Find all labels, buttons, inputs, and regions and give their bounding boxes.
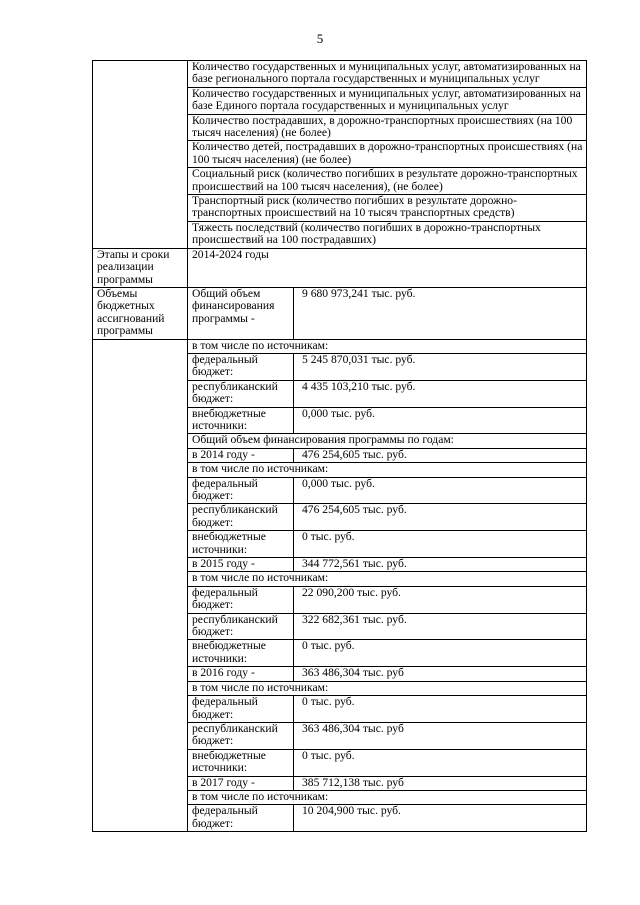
source-value: 0,000 тыс. руб. — [294, 407, 587, 434]
indicator-cell: Транспортный риск (количество погибших в результате дорожно-транспортных происшествий на 10 тысяч транспортных средств) — [188, 195, 587, 222]
year-value: 363 486,304 тыс. руб — [294, 667, 587, 681]
total-value: 9 680 973,241 тыс. руб. — [294, 287, 587, 339]
year-label: в 2014 году - — [188, 448, 294, 462]
source-value: 5 245 870,031 тыс. руб. — [294, 353, 587, 380]
source-value: 10 204,900 тыс. руб. — [294, 805, 587, 832]
page-number: 5 — [316, 31, 324, 46]
source-value: 0,000 тыс. руб. — [294, 477, 587, 504]
source-value: 476 254,605 тыс. руб. — [294, 504, 587, 531]
source-label: федеральный бюджет: — [188, 805, 294, 832]
stages-label: Этапы и сроки реализации программы — [93, 248, 188, 287]
table-row — [93, 287, 587, 339]
section-heading: в том числе по источникам: — [188, 463, 587, 477]
budget-label: Объемы бюджетных ассигнований программы — [93, 287, 188, 339]
source-value: 0 тыс. руб. — [294, 696, 587, 723]
source-label: республиканский бюджет: — [188, 722, 294, 749]
source-label: федеральный бюджет: — [188, 586, 294, 613]
source-label: федеральный бюджет: — [188, 353, 294, 380]
source-label: федеральный бюджет: — [188, 477, 294, 504]
year-label: в 2015 году - — [188, 558, 294, 572]
section-heading: в том числе по источникам: — [188, 339, 587, 353]
section-heading: в том числе по источникам: — [188, 681, 587, 695]
source-label: внебюджетные источники: — [188, 531, 294, 558]
source-value: 0 тыс. руб. — [294, 749, 587, 776]
year-value: 385 712,138 тыс. руб — [294, 776, 587, 790]
source-label: внебюджетные источники: — [188, 749, 294, 776]
table-row — [93, 248, 587, 287]
source-value: 322 682,361 тыс. руб. — [294, 613, 587, 640]
year-label: в 2017 году - — [188, 776, 294, 790]
source-label: внебюджетные источники: — [188, 640, 294, 667]
year-value: 476 254,605 тыс. руб. — [294, 448, 587, 462]
indicator-cell: Тяжесть последствий (количество погибших в дорожно-транспортных происшествий на 100 пострадавших) — [188, 221, 587, 248]
indicator-cell: Количество пострадавших, в дорожно-транспортных происшествиях (на 100 тысяч населения) (не более) — [188, 114, 587, 141]
source-value: 0 тыс. руб. — [294, 640, 587, 667]
empty-cell — [93, 339, 188, 832]
section-heading: Общий объем финансирования программы по годам: — [188, 434, 587, 448]
source-label: федеральный бюджет: — [188, 696, 294, 723]
program-passport-table — [92, 60, 587, 832]
indicator-cell: Количество детей, пострадавших в дорожно-транспортных происшествиях (на 100 тысяч населения) (не более) — [188, 141, 587, 168]
table-row — [93, 339, 587, 353]
source-value: 4 435 103,210 тыс. руб. — [294, 380, 587, 407]
indicator-cell: Количество государственных и муниципальных услуг, автоматизированных на базе регионального портала государственных и муниципальных услуг — [188, 61, 587, 88]
stages-value: 2014-2024 годы — [188, 248, 587, 287]
indicator-cell: Количество государственных и муниципальных услуг, автоматизированных на базе Единого портала государственных и муниципальных услуг — [188, 87, 587, 114]
source-label: республиканский бюджет: — [188, 613, 294, 640]
source-value: 22 090,200 тыс. руб. — [294, 586, 587, 613]
section-heading: в том числе по источникам: — [188, 572, 587, 586]
empty-cell — [93, 61, 188, 249]
year-value: 344 772,561 тыс. руб. — [294, 558, 587, 572]
source-label: республиканский бюджет: — [188, 380, 294, 407]
source-label: республиканский бюджет: — [188, 504, 294, 531]
total-label: Общий объем финансирования программы - — [188, 287, 294, 339]
table-row — [93, 61, 587, 88]
year-label: в 2016 году - — [188, 667, 294, 681]
source-label: внебюджетные источники: — [188, 407, 294, 434]
source-value: 363 486,304 тыс. руб — [294, 722, 587, 749]
section-heading: в том числе по источникам: — [188, 790, 587, 804]
source-value: 0 тыс. руб. — [294, 531, 587, 558]
indicator-cell: Социальный риск (количество погибших в результате дорожно-транспортных происшествий на 100 тысяч населения), (не более) — [188, 168, 587, 195]
